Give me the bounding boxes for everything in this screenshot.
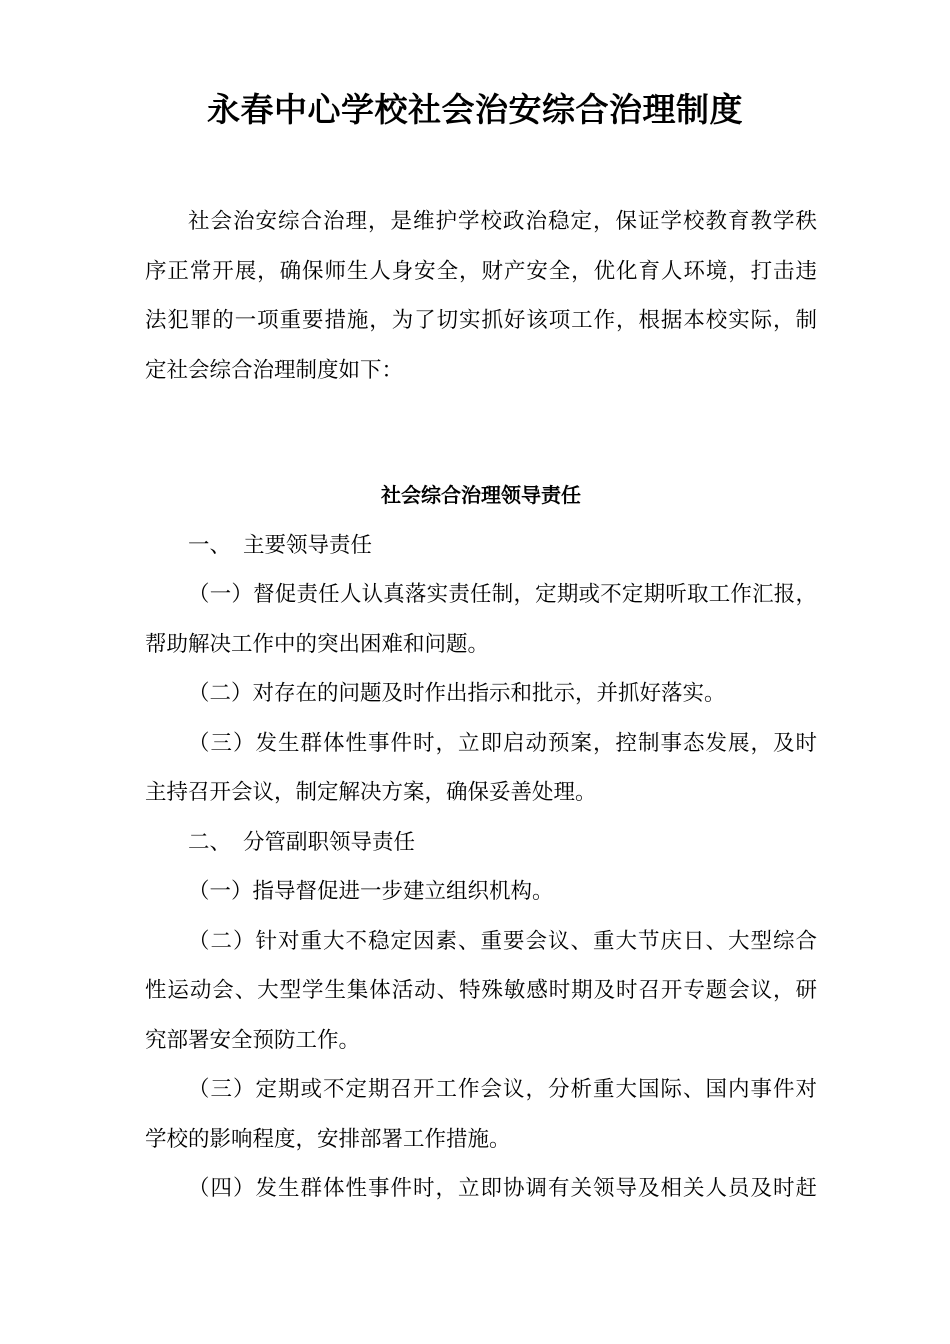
paragraph-line: 性运动会、大型学生集体活动、特殊敏感时期及时召开专题会议，研 xyxy=(145,978,817,1003)
paragraph-line: （一）督促责任人认真落实责任制，定期或不定期听取工作汇报， xyxy=(188,582,817,607)
paragraph-line: （二）对存在的问题及时作出指示和批示，并抓好落实。 xyxy=(188,681,726,706)
paragraph-line: 帮助解决工作中的突出困难和问题。 xyxy=(145,631,490,657)
part-heading xyxy=(145,521,817,571)
part-title: 主要领导责任 xyxy=(243,532,373,558)
paragraph-line: （四）发生群体性事件时，立即协调有关领导及相关人员及时赶 xyxy=(188,1176,817,1201)
section-heading: 社会综合治理领导责任 xyxy=(381,483,581,507)
paragraph-line: 究部署安全预防工作。 xyxy=(145,1027,361,1053)
intro-line: 定社会综合治理制度如下： xyxy=(145,357,404,383)
intro-line: 社会治安综合治理，是维护学校政治稳定，保证学校教育教学秩 xyxy=(188,209,817,234)
paragraph-line: 学校的影响程度，安排部署工作措施。 xyxy=(145,1126,511,1152)
intro-line: 序正常开展，确保师生人身安全，财产安全，优化育人环境，打击违 xyxy=(145,258,817,284)
paragraph-line: （三）定期或不定期召开工作会议，分析重大国际、国内事件对 xyxy=(188,1077,817,1102)
document-title: 永春中心学校社会治安综合治理制度 xyxy=(207,90,743,129)
paragraph-line: （二）针对重大不稳定因素、重要会议、重大节庆日、大型综合 xyxy=(188,928,817,954)
part-number: 一、 xyxy=(188,532,232,558)
intro-line: 法犯罪的一项重要措施，为了切实抓好该项工作，根据本校实际，制 xyxy=(145,308,817,333)
section-gap xyxy=(145,395,817,471)
part-title: 分管副职领导责任 xyxy=(243,829,416,855)
paragraph-line: （三）发生群体性事件时，立即启动预案，控制事态发展，及时 xyxy=(188,730,817,756)
part-heading xyxy=(145,818,817,868)
paragraph-line: （一）指导督促进一步建立组织机构。 xyxy=(188,879,554,904)
part-number: 二、 xyxy=(188,829,232,855)
paragraph-line: 主持召开会议，制定解决方案，确保妥善处理。 xyxy=(145,780,597,805)
document-body xyxy=(145,197,817,1214)
